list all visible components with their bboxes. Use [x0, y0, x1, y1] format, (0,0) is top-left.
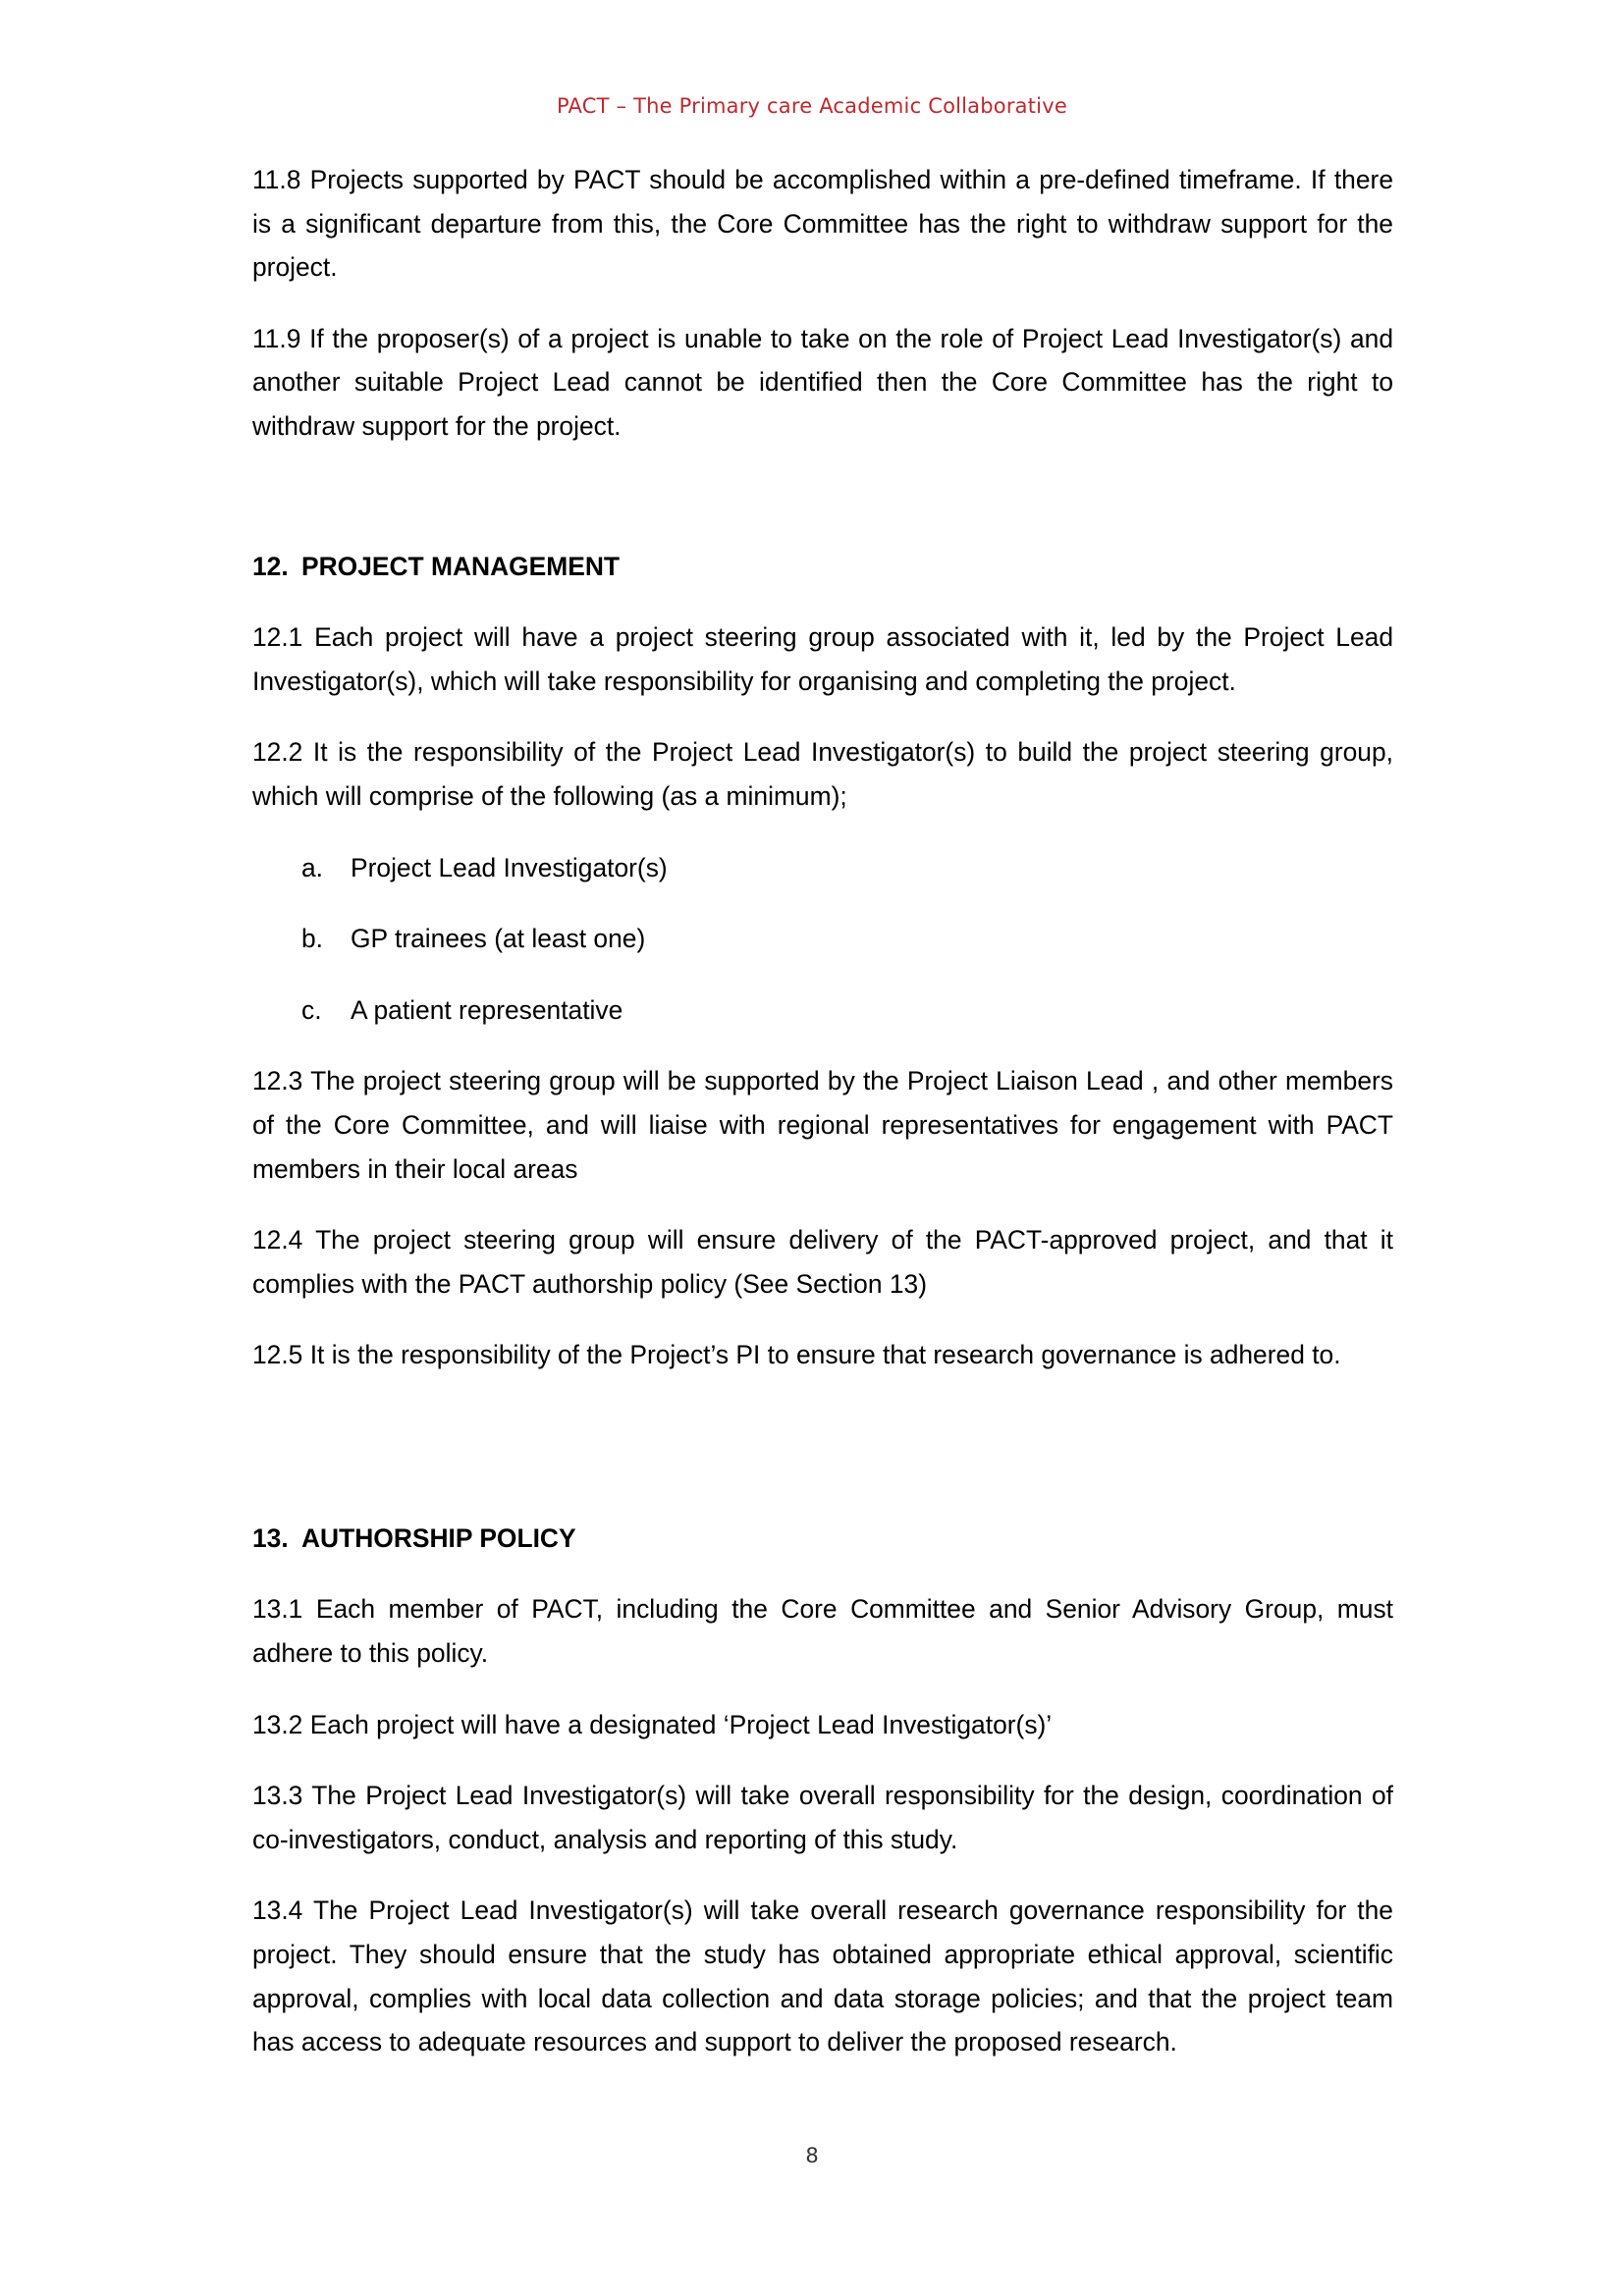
paragraph-13-3: 13.3 The Project Lead Investigator(s) will take overall responsibility for the design, coordination of co-investigators, conduct, analysis and reporting of this study.	[252, 1781, 1393, 1854]
list-item	[252, 988, 1393, 1033]
section-12-title: PROJECT MANAGEMENT	[301, 551, 621, 581]
paragraph-11-8: 11.8 Projects supported by PACT should be accomplished within a pre-defined timeframe. If there is a significant departure from this, the Core Committee has the right to withdraw support for the project.	[252, 165, 1393, 283]
paragraph-13-1: 13.1 Each member of PACT, including the Core Committee and Senior Advisory Group, must adhere to this policy.	[252, 1594, 1393, 1669]
steering-group-list	[252, 846, 1393, 1033]
page-number: 8	[805, 2144, 819, 2167]
paragraph-12-1: 12.1 Each project will have a project steering group associated with it, led by the Project Lead Investigator(s), which will take responsibility for organising and completing the project.	[252, 622, 1393, 696]
document-body	[252, 158, 1393, 2092]
section-13-number: 13.	[252, 1522, 289, 1553]
list-marker: a.	[301, 852, 324, 882]
paragraph-13-2: 13.2 Each project will have a designated ‘Project Lead Investigator(s)’	[252, 1709, 1053, 1739]
paragraph-12-5: 12.5 It is the responsibility of the Project’s PI to ensure that research governance is adhered to.	[252, 1340, 1341, 1370]
section-13-heading	[252, 1517, 1393, 1561]
list-marker: b.	[301, 924, 324, 954]
page-header: PACT – The Primary care Academic Collaborative	[557, 94, 1067, 118]
list-item-text: A patient representative	[351, 994, 623, 1025]
paragraph-12-2: 12.2 It is the responsibility of the Project Lead Investigator(s) to build the project steering group, which will comprise of the following (as a minimum);	[252, 737, 1393, 811]
list-item	[252, 917, 1393, 961]
paragraph-12-3: 12.3 The project steering group will be supported by the Project Liaison Lead , and other members of the Core Committee, and will liaise with regional representatives for engagement with PACT members in their local areas	[252, 1066, 1393, 1184]
section-12-number: 12.	[252, 551, 289, 581]
list-item	[252, 846, 1393, 890]
paragraph-12-4: 12.4 The project steering group will ensure delivery of the PACT-approved project, and that it complies with the PACT authorship policy (See Section 13)	[252, 1225, 1393, 1299]
spacer	[252, 476, 1393, 545]
list-item-text: Project Lead Investigator(s)	[351, 852, 668, 882]
paragraph-13-4: 13.4 The Project Lead Investigator(s) will take overall research governance responsibility for the project. They should ensure that the study has obtained appropriate ethical approval, scientific approval, complies with local data collection and data storage policies; and that the project team has access to adequate resources and support to deliver the proposed research.	[252, 1896, 1393, 2057]
list-marker: c.	[301, 994, 322, 1025]
spacer	[252, 1405, 1393, 1517]
list-item-text: GP trainees (at least one)	[351, 924, 646, 954]
section-12-heading	[252, 545, 1393, 589]
paragraph-11-9: 11.9 If the proposer(s) of a project is unable to take on the role of Project Lead Investigator(s) and another suitable Project Lead cannot be identified then the Core Committee has the right to withdraw support for the project.	[252, 323, 1393, 441]
section-13-title: AUTHORSHIP POLICY	[301, 1522, 576, 1553]
